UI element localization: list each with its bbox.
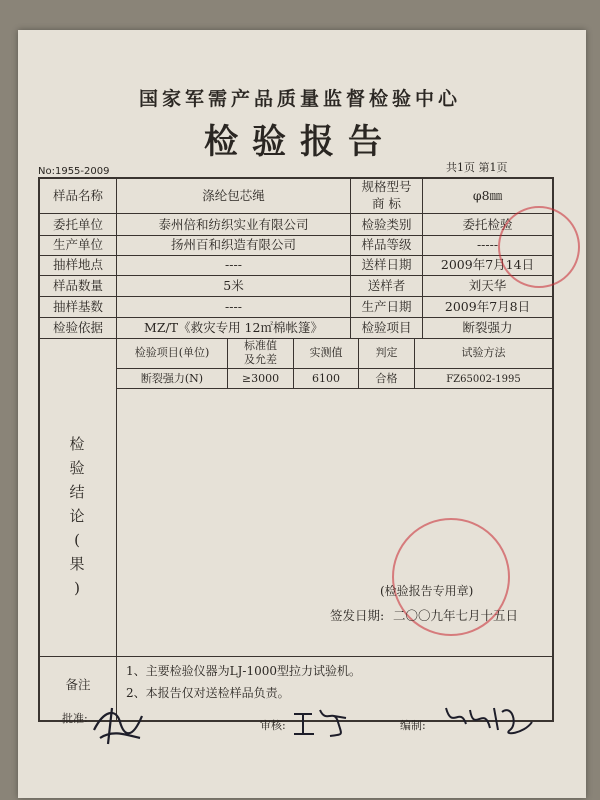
producer-value: 扬州百和织造有限公司 [170, 237, 296, 252]
result-header-measured: 实测值 [309, 346, 343, 359]
issue-date-label: 签发日期: [330, 608, 385, 623]
sampling-base-value: ---- [225, 299, 242, 314]
client-value: 泰州倍和纺织实业有限公司 [158, 217, 309, 232]
compile-label: 编制: [400, 719, 426, 732]
result-measured: 6100 [312, 372, 340, 385]
compiler-signature [440, 700, 535, 740]
type-value: 委托检验 [462, 217, 513, 232]
sent-date-label: 送样日期 [361, 257, 412, 272]
result-header-judgement: 判定 [375, 346, 398, 359]
result-line [116, 388, 552, 389]
item-value: 断裂强力 [462, 320, 513, 335]
remark-line-2: 2、本报告仅对送检样品负责。 [126, 686, 290, 700]
org-name: 国家军需产品质量监督检验中心 [138, 88, 461, 110]
result-judgement: 合格 [375, 372, 398, 385]
document-number: No:1955-2009 [38, 166, 110, 177]
result-method: FZ65002-1995 [446, 374, 521, 385]
remarks-label: 备注 [65, 677, 91, 692]
basis-label: 检验依据 [52, 320, 103, 335]
report-title: 检验报告 [204, 122, 396, 162]
result-header-standard: 标准值 [244, 339, 277, 352]
producer-label: 生产单位 [52, 237, 103, 252]
red-seal-top [498, 206, 580, 288]
reviewer-signature [290, 704, 350, 740]
item-label: 检验项目 [361, 320, 412, 335]
sample-name-value: 涤纶包芯绳 [202, 188, 265, 203]
sent-date-value: 2009年7月14日 [440, 257, 535, 272]
result-line [116, 368, 552, 369]
stamp-note: (检验报告专用章) [380, 584, 474, 598]
result-header-method: 试验方法 [461, 346, 506, 359]
side-char: 验 [69, 459, 85, 477]
remark-line-1: 1、主要检验仪器为LJ-1000型拉力试验机。 [126, 664, 362, 678]
client-label: 委托单位 [52, 217, 103, 232]
side-char: 论 [69, 507, 85, 525]
issue-date-value: 二〇〇九年七月十五日 [393, 608, 519, 623]
quantity-value: 5米 [223, 278, 244, 293]
spec-label: 规格型号 [361, 179, 412, 194]
sample-name-label: 样品名称 [52, 188, 103, 203]
side-char: ) [74, 579, 80, 597]
quantity-label: 样品数量 [52, 278, 103, 293]
grade-label: 样品等级 [361, 237, 412, 252]
side-char: 果 [69, 555, 85, 573]
sampling-base-label: 抽样基数 [52, 299, 103, 314]
sampling-place-label: 抽样地点 [52, 257, 103, 272]
type-label: 检验类别 [361, 217, 412, 232]
review-label: 审核: [260, 719, 286, 732]
prod-date-label: 生产日期 [361, 299, 412, 314]
prod-date-value: 2009年7月8日 [444, 299, 531, 314]
trademark-label: 商 标 [372, 196, 401, 211]
grade-value: ----- [476, 237, 499, 252]
approver-signature [90, 700, 150, 748]
approve-label: 批准: [62, 712, 88, 725]
side-char: ( [74, 531, 80, 549]
sender-label: 送样者 [367, 278, 406, 293]
side-char: 检 [69, 435, 85, 453]
spec-value: φ8㎜ [472, 188, 503, 203]
page-count: 共1页 第1页 [446, 161, 508, 174]
result-item: 断裂强力(N) [140, 372, 204, 385]
result-header-tolerance: 及允差 [244, 353, 277, 366]
sampling-place-value: ---- [225, 257, 242, 272]
conclusion-side-label [62, 432, 92, 600]
sender-value: 刘天华 [468, 278, 507, 293]
result-standard: ≥3000 [241, 372, 280, 385]
result-header-item: 检验项目(单位) [134, 346, 210, 359]
basis-value: MZ/T《救灾专用 12㎡棉帐篷》 [144, 320, 323, 335]
side-char: 结 [69, 483, 85, 501]
